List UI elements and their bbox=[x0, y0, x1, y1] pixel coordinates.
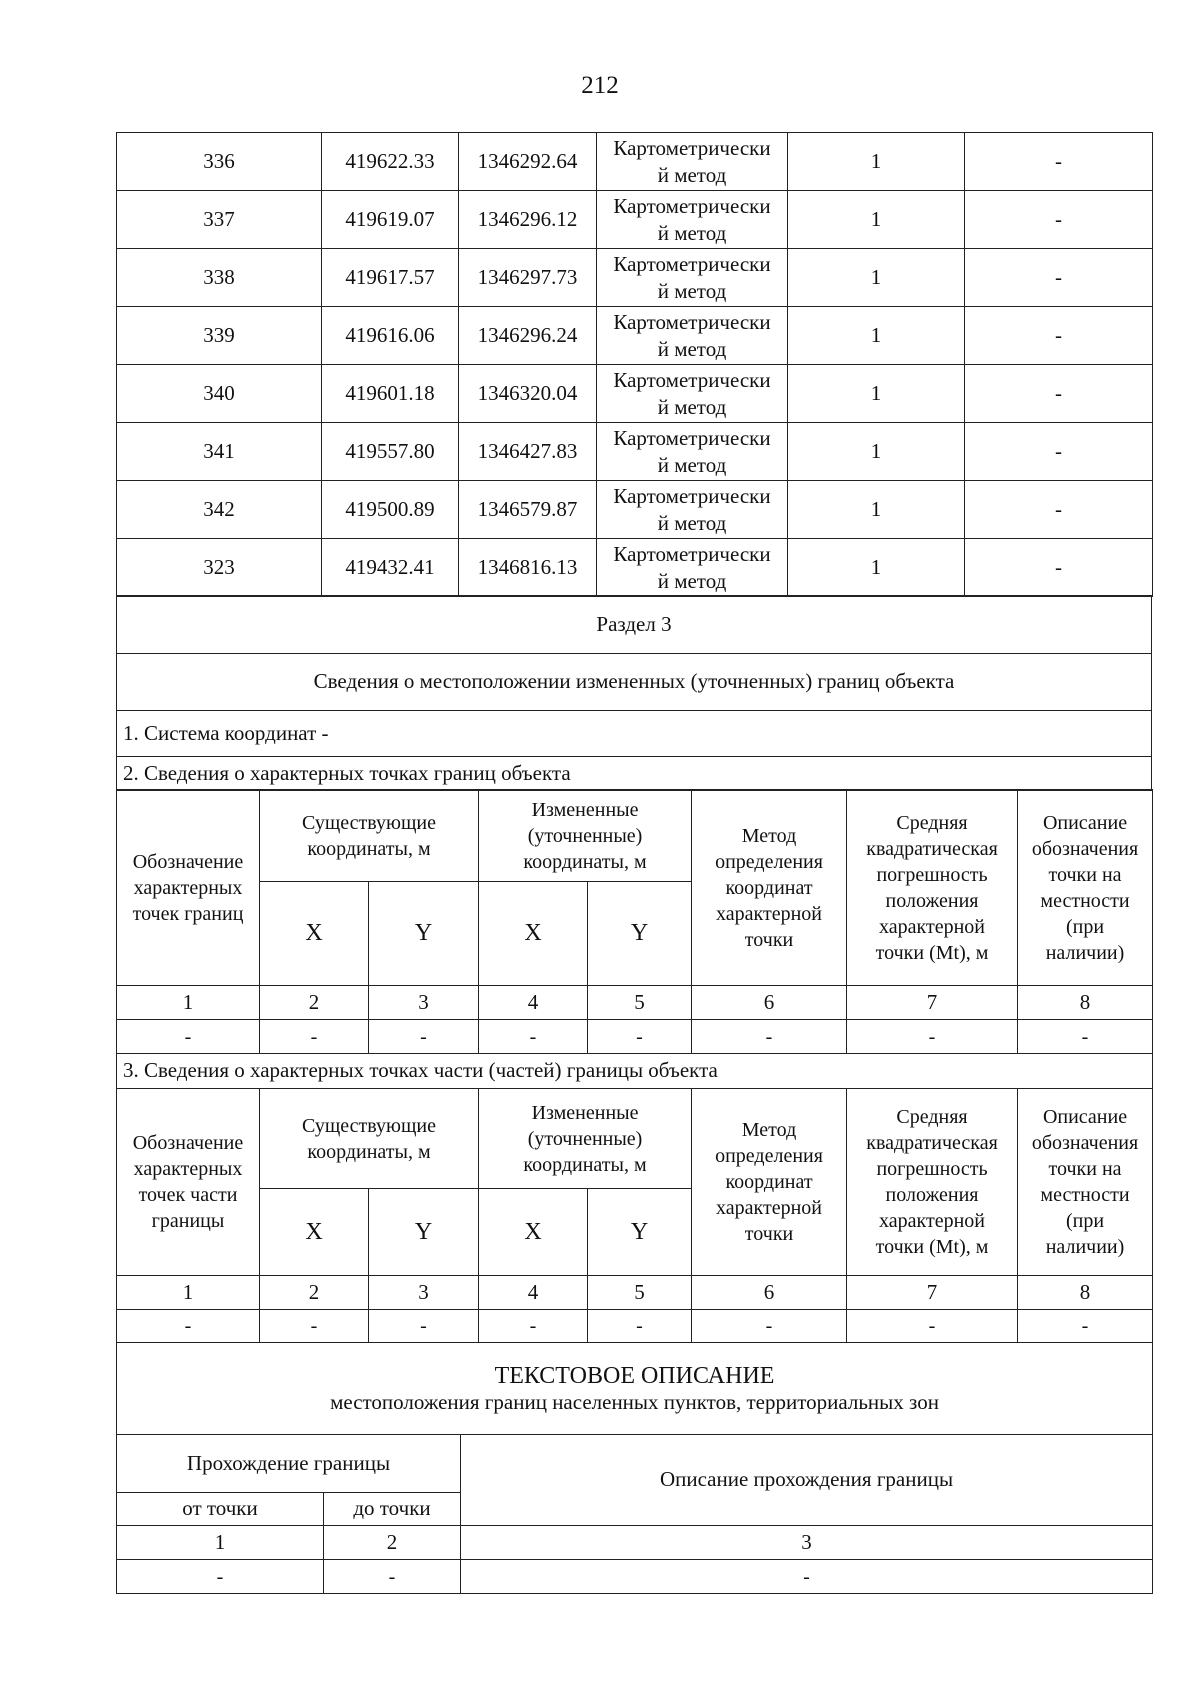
method-line: Картометрически bbox=[613, 194, 771, 219]
method-line: Картометрически bbox=[613, 484, 771, 509]
section-title: Раздел 3 bbox=[117, 596, 1152, 654]
point-description: - bbox=[965, 191, 1153, 249]
point-x: 419619.07 bbox=[322, 191, 459, 249]
section-subtitle: Сведения о местоположении измененных (уточненных) границ объекта bbox=[117, 654, 1152, 711]
empty-cell: - bbox=[369, 1310, 479, 1343]
point-description: - bbox=[965, 539, 1153, 597]
point-description: - bbox=[965, 423, 1153, 481]
header-passage-description: Описание прохождения границы bbox=[461, 1435, 1153, 1526]
point-row bbox=[117, 365, 1153, 423]
point-method bbox=[597, 307, 788, 365]
header-method: Метод определения координат характерной точки bbox=[692, 790, 847, 986]
header-existing-coords: Существующие координаты, м bbox=[260, 1089, 479, 1189]
point-mt: 1 bbox=[788, 191, 965, 249]
header-part-point-designation: Обозначение характерных точек части границы bbox=[117, 1089, 260, 1276]
empty-cell: - bbox=[260, 1020, 369, 1054]
point-description: - bbox=[965, 133, 1153, 191]
point-id: 323 bbox=[117, 539, 322, 597]
header-changed-coords: Измененные (уточненные) координаты, м bbox=[479, 790, 692, 882]
header-y: Y bbox=[588, 1189, 692, 1276]
point-y: 1346427.83 bbox=[459, 423, 597, 481]
point-x: 419557.80 bbox=[322, 423, 459, 481]
header-changed-coords: Измененные (уточненные) координаты, м bbox=[479, 1089, 692, 1189]
point-y: 1346296.24 bbox=[459, 307, 597, 365]
point-method bbox=[597, 365, 788, 423]
point-y: 1346320.04 bbox=[459, 365, 597, 423]
point-mt: 1 bbox=[788, 133, 965, 191]
header-x: X bbox=[479, 882, 588, 986]
method-line: Картометрически bbox=[613, 426, 771, 451]
header-x: X bbox=[260, 1189, 369, 1276]
method-line: Картометрически bbox=[613, 136, 771, 161]
coordinate-system: 1. Система координат - bbox=[117, 711, 1152, 757]
header-y: Y bbox=[369, 1189, 479, 1276]
point-row bbox=[117, 249, 1153, 307]
column-number: 4 bbox=[479, 1276, 588, 1310]
empty-cell: - bbox=[117, 1020, 260, 1054]
point-id: 342 bbox=[117, 481, 322, 539]
column-number: 3 bbox=[369, 986, 479, 1020]
column-number: 6 bbox=[692, 986, 847, 1020]
point-mt: 1 bbox=[788, 423, 965, 481]
header-y: Y bbox=[369, 882, 479, 986]
method-line: й метод bbox=[657, 510, 727, 535]
method-line: й метод bbox=[657, 278, 727, 303]
points-table bbox=[116, 132, 1153, 597]
point-y: 1346297.73 bbox=[459, 249, 597, 307]
empty-cell: - bbox=[461, 1560, 1153, 1594]
column-number: 4 bbox=[479, 986, 588, 1020]
point-x: 419622.33 bbox=[322, 133, 459, 191]
column-number: 2 bbox=[260, 1276, 369, 1310]
column-number: 1 bbox=[117, 1526, 324, 1560]
empty-cell: - bbox=[1018, 1310, 1153, 1343]
text-description-title: ТЕКСТОВОЕ ОПИСАНИЕ bbox=[494, 1362, 775, 1389]
point-method bbox=[597, 539, 788, 597]
point-x: 419432.41 bbox=[322, 539, 459, 597]
point-id: 336 bbox=[117, 133, 322, 191]
empty-cell: - bbox=[588, 1310, 692, 1343]
method-line: й метод bbox=[657, 452, 727, 477]
point-id: 339 bbox=[117, 307, 322, 365]
empty-cell: - bbox=[479, 1020, 588, 1054]
text-description-table bbox=[116, 1342, 1153, 1594]
empty-cell: - bbox=[369, 1020, 479, 1054]
point-mt: 1 bbox=[788, 481, 965, 539]
point-method bbox=[597, 133, 788, 191]
empty-cell: - bbox=[260, 1310, 369, 1343]
point-y: 1346292.64 bbox=[459, 133, 597, 191]
column-number: 8 bbox=[1018, 1276, 1153, 1310]
empty-cell: - bbox=[117, 1560, 324, 1594]
parts-heading: 3. Сведения о характерных точках части (частей) границы объекта bbox=[117, 1054, 1153, 1089]
boundary-points-table bbox=[116, 789, 1153, 1089]
empty-cell: - bbox=[847, 1020, 1018, 1054]
column-number: 1 bbox=[117, 1276, 260, 1310]
empty-cell: - bbox=[692, 1020, 847, 1054]
method-line: й метод bbox=[657, 220, 727, 245]
point-description: - bbox=[965, 249, 1153, 307]
header-existing-coords: Существующие координаты, м bbox=[260, 790, 479, 882]
point-x: 419500.89 bbox=[322, 481, 459, 539]
point-method bbox=[597, 423, 788, 481]
header-mse: Средняя квадратическая погрешность положения характерной точки (Mt), м bbox=[847, 790, 1018, 986]
empty-cell: - bbox=[324, 1560, 461, 1594]
column-number: 6 bbox=[692, 1276, 847, 1310]
text-description-header bbox=[117, 1343, 1153, 1435]
point-row bbox=[117, 481, 1153, 539]
text-description-subtitle: местоположения границ населенных пунктов, территориальных зон bbox=[330, 1390, 939, 1415]
header-description: Описание обозначения точки на местности (при наличии) bbox=[1018, 790, 1153, 986]
header-mse: Средняя квадратическая погрешность положения характерной точки (Mt), м bbox=[847, 1089, 1018, 1276]
header-description: Описание обозначения точки на местности (при наличии) bbox=[1018, 1089, 1153, 1276]
point-row bbox=[117, 307, 1153, 365]
point-mt: 1 bbox=[788, 249, 965, 307]
point-id: 340 bbox=[117, 365, 322, 423]
method-line: й метод bbox=[657, 568, 727, 593]
column-number: 5 bbox=[588, 986, 692, 1020]
empty-cell: - bbox=[847, 1310, 1018, 1343]
header-passage: Прохождение границы bbox=[117, 1435, 461, 1493]
point-y: 1346296.12 bbox=[459, 191, 597, 249]
empty-cell: - bbox=[588, 1020, 692, 1054]
point-y: 1346816.13 bbox=[459, 539, 597, 597]
section-heading-table bbox=[116, 595, 1152, 791]
method-line: Картометрически bbox=[613, 542, 771, 567]
method-line: й метод bbox=[657, 336, 727, 361]
point-method bbox=[597, 191, 788, 249]
point-x: 419601.18 bbox=[322, 365, 459, 423]
column-number: 3 bbox=[369, 1276, 479, 1310]
point-x: 419616.06 bbox=[322, 307, 459, 365]
column-number: 7 bbox=[847, 986, 1018, 1020]
point-description: - bbox=[965, 307, 1153, 365]
method-line: Картометрически bbox=[613, 252, 771, 277]
empty-cell: - bbox=[692, 1310, 847, 1343]
header-x: X bbox=[260, 882, 369, 986]
point-mt: 1 bbox=[788, 307, 965, 365]
header-to-point: до точки bbox=[324, 1493, 461, 1526]
empty-cell: - bbox=[1018, 1020, 1153, 1054]
point-row bbox=[117, 133, 1153, 191]
point-description: - bbox=[965, 365, 1153, 423]
point-x: 419617.57 bbox=[322, 249, 459, 307]
point-method bbox=[597, 249, 788, 307]
point-mt: 1 bbox=[788, 365, 965, 423]
point-row bbox=[117, 191, 1153, 249]
header-from-point: от точки bbox=[117, 1493, 324, 1526]
point-id: 341 bbox=[117, 423, 322, 481]
method-line: Картометрически bbox=[613, 310, 771, 335]
point-id: 337 bbox=[117, 191, 322, 249]
column-number: 2 bbox=[324, 1526, 461, 1560]
point-mt: 1 bbox=[788, 539, 965, 597]
empty-cell: - bbox=[479, 1310, 588, 1343]
column-number: 3 bbox=[461, 1526, 1153, 1560]
column-number: 8 bbox=[1018, 986, 1153, 1020]
method-line: й метод bbox=[657, 162, 727, 187]
header-point-designation: Обозначение характерных точек границ bbox=[117, 790, 260, 986]
point-row bbox=[117, 423, 1153, 481]
header-y: Y bbox=[588, 882, 692, 986]
header-x: X bbox=[479, 1189, 588, 1276]
page-number: 212 bbox=[581, 72, 619, 99]
header-method: Метод определения координат характерной точки bbox=[692, 1089, 847, 1276]
boundary-parts-table bbox=[116, 1088, 1153, 1343]
column-number: 7 bbox=[847, 1276, 1018, 1310]
point-description: - bbox=[965, 481, 1153, 539]
column-number: 2 bbox=[260, 986, 369, 1020]
point-method bbox=[597, 481, 788, 539]
column-number: 1 bbox=[117, 986, 260, 1020]
points-heading: 2. Сведения о характерных точках границ объекта bbox=[117, 757, 1152, 791]
point-y: 1346579.87 bbox=[459, 481, 597, 539]
method-line: Картометрически bbox=[613, 368, 771, 393]
point-row bbox=[117, 539, 1153, 597]
column-number: 5 bbox=[588, 1276, 692, 1310]
method-line: й метод bbox=[657, 394, 727, 419]
point-id: 338 bbox=[117, 249, 322, 307]
empty-cell: - bbox=[117, 1310, 260, 1343]
